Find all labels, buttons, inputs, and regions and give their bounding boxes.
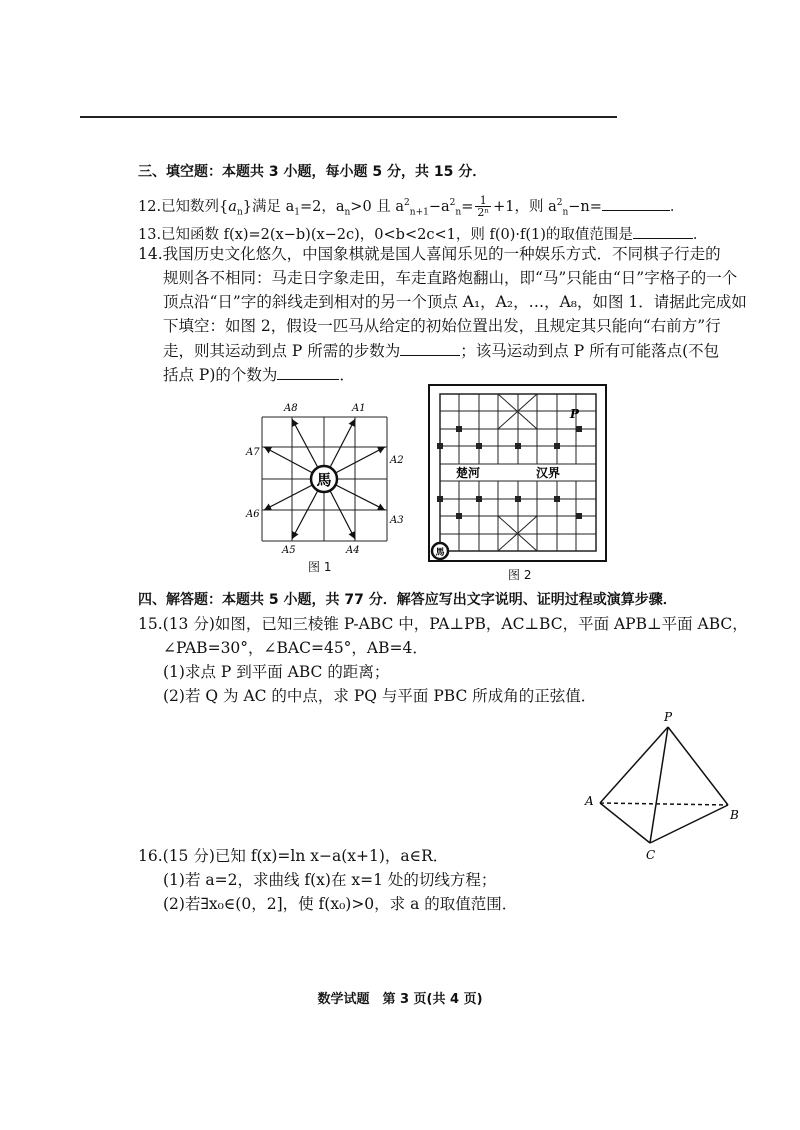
q12-seq-sub: n bbox=[236, 207, 243, 218]
q12-cond2: =2，a bbox=[299, 198, 345, 215]
q12-end: ． bbox=[669, 198, 685, 215]
vertex-A: A bbox=[585, 794, 594, 808]
q14-count-blank[interactable] bbox=[277, 364, 339, 380]
label-A5: A5 bbox=[282, 545, 296, 556]
q15-part2: (2)若 Q 为 AC 的中点，求 PQ 与平面 PBC 所成角的正弦值． bbox=[163, 687, 597, 705]
q14-line4: 下填空：如图 2，假设一匹马从给定的初始位置出发，且规定其只能向“右前方”行 bbox=[163, 317, 721, 335]
q12-fraction bbox=[475, 195, 491, 218]
page-footer: 数学试题 第 3 页(共 4 页) bbox=[317, 992, 483, 1007]
q12-ask-sub: n bbox=[562, 207, 569, 218]
q12-minus: −a bbox=[428, 198, 450, 215]
section3-header: 三、填空题：本题共 3 小题，每小题 5 分，共 15 分． bbox=[138, 164, 487, 180]
q12-seq: a bbox=[228, 198, 237, 215]
edge-AC bbox=[600, 803, 650, 843]
figure2-caption: 图 2 bbox=[508, 568, 532, 582]
q12-number: 12. bbox=[138, 198, 162, 215]
q14-line2: 规则各不相同：马走日字象走田，车走直路炮翻山，即“马”只能由“日”字格子的一个 bbox=[163, 269, 738, 287]
q13-end: ． bbox=[692, 227, 708, 243]
figure2-horse-label: 馬 bbox=[435, 548, 445, 558]
q12-cond1-sub: 1 bbox=[294, 207, 300, 218]
edge-AB-hidden bbox=[600, 803, 728, 805]
vertex-B: B bbox=[730, 808, 739, 822]
q14-line5 bbox=[163, 340, 719, 361]
label-A6: A6 bbox=[246, 509, 260, 520]
q14-line6 bbox=[163, 364, 355, 385]
section4-header: 四、解答题：本题共 5 小题，共 77 分．解答应写出文字说明、证明过程或演算步骤． bbox=[138, 592, 677, 608]
q12-sq-sup2: 2 bbox=[449, 198, 456, 208]
label-A7: A7 bbox=[246, 447, 260, 458]
q12-frac-den: 2ⁿ bbox=[477, 206, 490, 220]
q16-part1: (1)若 a=2，求曲线 f(x)在 x=1 处的切线方程； bbox=[163, 871, 497, 889]
question-13 bbox=[138, 223, 707, 245]
q15-line1: 15.(13 分)如图，已知三棱锥 P-ABC 中，PA⊥PB，AC⊥BC，平面 APB⊥平面 ABC， bbox=[138, 615, 748, 633]
q12-cond2-sub: n bbox=[344, 207, 351, 218]
q14-line3: 顶点沿“日”字的斜线走到相对的另一个顶点 A₁，A₂，…，A₈，如图 1．请据此完成如 bbox=[163, 293, 747, 311]
q13-text: 13.已知函数 f(x)=2(x−b)(x−2c)，0<b<2c<1，则 f(0)·f(1)的取值范围是 bbox=[138, 227, 633, 243]
q12-answer-blank[interactable] bbox=[602, 195, 670, 211]
figure1-horse-label: 馬 bbox=[316, 471, 332, 489]
q12-cond1: }满足 a bbox=[242, 198, 295, 215]
edge-CB bbox=[650, 805, 728, 843]
label-A3: A3 bbox=[390, 515, 404, 526]
label-A1: A1 bbox=[352, 403, 366, 414]
q14-line1: 14.我国历史文化悠久，中国象棋就是国人喜闻乐见的一种娱乐方式．不同棋子行走的 bbox=[138, 245, 721, 263]
q14-line5b: ；该马运动到点 P 所有可能落点(不包 bbox=[460, 342, 720, 360]
q12-ask-sup: 2 bbox=[556, 198, 563, 208]
question-12 bbox=[138, 193, 684, 223]
q14-line5a: 走，则其运动到点 P 所需的步数为 bbox=[163, 342, 401, 360]
vertex-P: P bbox=[664, 710, 673, 724]
figure3-tetrahedron bbox=[580, 705, 750, 865]
figure2-point-P: P bbox=[570, 407, 580, 421]
q16-part2: (2)若∃x₀∈(0，2]，使 f(x₀)>0，求 a 的取值范围． bbox=[163, 895, 518, 913]
q12-pre: 已知数列{ bbox=[161, 198, 229, 215]
q13-answer-blank[interactable] bbox=[633, 223, 693, 239]
q12-cond3: >0 且 a bbox=[350, 198, 405, 215]
q12-rest: +1，则 a bbox=[493, 198, 557, 215]
q14-steps-blank[interactable] bbox=[400, 340, 460, 356]
q16-line1: 16.(15 分)已知 f(x)=ln x−a(x+1)，a∈R． bbox=[138, 847, 449, 865]
q12-sq-sub2: n bbox=[455, 207, 462, 218]
figure1-knight-moves bbox=[240, 395, 410, 580]
figure2-chessboard bbox=[428, 384, 608, 564]
label-A8: A8 bbox=[284, 403, 298, 414]
q15-part1: (1)求点 P 到平面 ABC 的距离； bbox=[163, 663, 390, 681]
figure2-river-right: 汉界 bbox=[536, 466, 561, 480]
q12-ask-rest: −n= bbox=[568, 198, 602, 215]
q12-frac-num: 1 bbox=[475, 195, 491, 207]
q12-eq: = bbox=[461, 198, 474, 215]
edge-PB bbox=[668, 727, 728, 805]
label-A2: A2 bbox=[390, 455, 404, 466]
q12-sq-sup1: 2 bbox=[404, 198, 410, 208]
q15-line2: ∠PAB=30°，∠BAC=45°，AB=4． bbox=[163, 639, 428, 657]
label-A4: A4 bbox=[346, 545, 360, 556]
q14-line6a: 括点 P)的个数为 bbox=[163, 366, 278, 384]
vertex-C: C bbox=[646, 848, 656, 862]
top-rule bbox=[80, 116, 617, 118]
figure2-river-left: 楚河 bbox=[456, 466, 481, 480]
q12-sq-sub1: n+1 bbox=[409, 207, 429, 218]
figure1-caption: 图 1 bbox=[308, 560, 332, 574]
q14-line6b: ． bbox=[339, 366, 355, 384]
